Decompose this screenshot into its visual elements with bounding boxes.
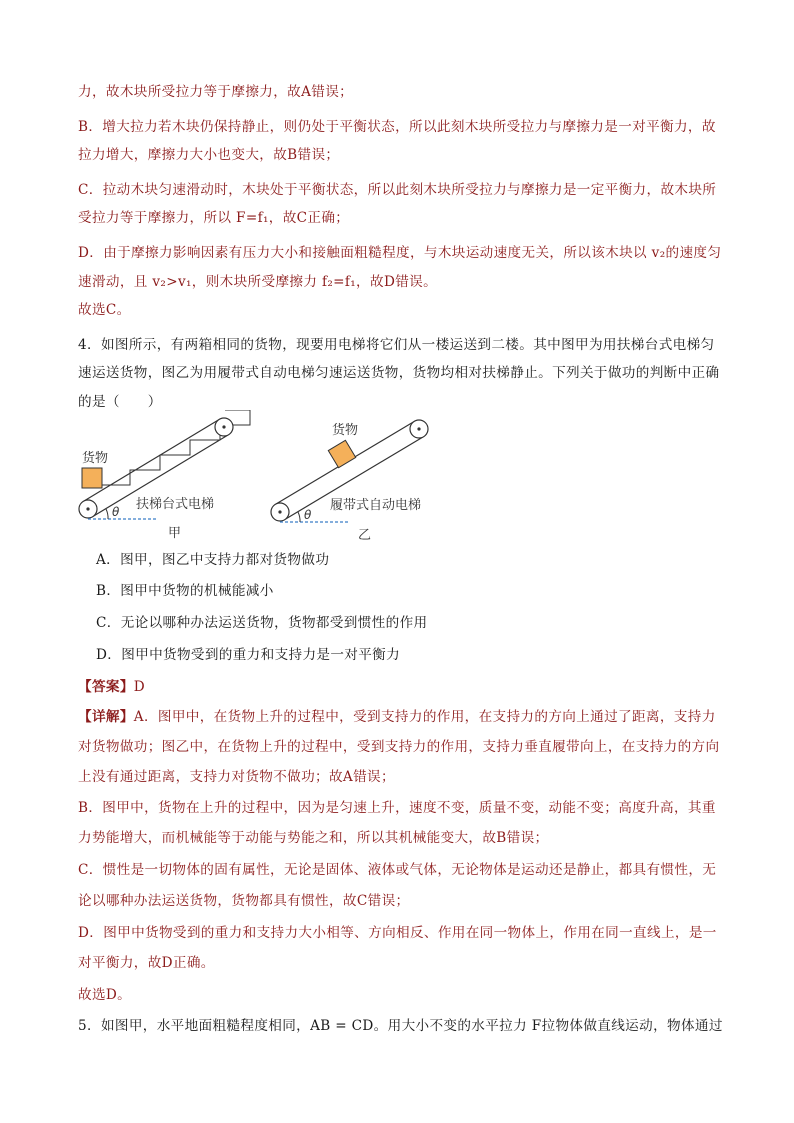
explanation-line bbox=[78, 707, 728, 727]
text-line: B．增大拉力若木块仍保持静止，则仍处于平衡状态，所以此刻木块所受拉力与摩擦力是一对平衡力，故 bbox=[78, 119, 716, 135]
explanation-line: 力势能增大，而机械能等于动能与势能之和，所以其机械能变大，故B错误； bbox=[78, 830, 549, 846]
option-a: A．图甲，图乙中支持力都对货物做功 bbox=[96, 552, 330, 568]
explanation-line: B．图甲中，货物在上升的过程中，因为是匀速上升，速度不变，质量不变，动能不变；高度升高，其重 bbox=[78, 800, 716, 816]
explanation-line: 故选D。 bbox=[78, 987, 132, 1003]
text-line: 力，故木块所受拉力等于摩擦力，故A错误； bbox=[78, 84, 354, 100]
cargo-box bbox=[82, 468, 102, 488]
cargo-label: 货物 bbox=[332, 423, 359, 438]
answer-value: D bbox=[133, 679, 146, 695]
option-d: D．图甲中货物受到的重力和支持力是一对平衡力 bbox=[96, 647, 401, 663]
question-line: 速运送货物，图乙为用履带式自动电梯匀速运送货物，货物均相对扶梯静止。下列关于做功的判断中正确 bbox=[78, 365, 720, 381]
question-line: 4．如图所示，有两箱相同的货物，现要用电梯将它们从一楼运送到二楼。其中图甲为用扶梯台式电梯匀 bbox=[78, 337, 715, 353]
text-line: 受拉力等于摩擦力，所以 F=f₁，故C正确； bbox=[78, 210, 350, 226]
answer-line bbox=[78, 677, 728, 697]
angle-arc bbox=[106, 509, 108, 519]
explanation-line: C．惯性是一切物体的固有属性，无论是固体、液体或气体，无论物体是运动还是静止，都具有惯性，无 bbox=[78, 862, 717, 878]
explanation-line: 对平衡力，故D正确。 bbox=[78, 955, 215, 971]
figure-jia bbox=[79, 410, 250, 541]
text-line: C．拉动木块匀速滑动时，木块处于平衡状态，所以此刻木块所受拉力与摩擦力是一定平衡力，故木块所 bbox=[78, 182, 717, 198]
explanation-text: A．图甲中，在货物上升的过程中，受到支持力的作用，在支持力的方向上通过了距离，支持力 bbox=[133, 709, 716, 725]
option-c: C．无论以哪种办法运送货物，货物都受到惯性的作用 bbox=[96, 615, 428, 631]
option-b: B．图甲中货物的机械能减小 bbox=[96, 583, 274, 599]
explanation-line: D．图甲中货物受到的重力和支持力大小相等、方向相反、作用在同一物体上，作用在同一直线上，是一 bbox=[78, 925, 717, 941]
angle-label: θ bbox=[112, 505, 120, 519]
explanation-line: 论以哪种办法运送货物，货物都具有惯性，故C错误； bbox=[78, 893, 410, 909]
cargo-label: 货物 bbox=[82, 451, 109, 466]
roller-center bbox=[278, 510, 281, 513]
explanation-tag: 【详解】 bbox=[78, 709, 134, 725]
cargo-box bbox=[328, 440, 355, 467]
explanation-line: 对货物做功；图乙中，在货物上升的过程中，受到支持力的作用，支持力垂直履带向上，在支持力的方向 bbox=[78, 739, 720, 755]
roller-center bbox=[222, 425, 225, 428]
answer-tag: 【答案】 bbox=[78, 679, 134, 695]
roller-center bbox=[417, 427, 420, 430]
text-line: 拉力增大，摩擦力大小也变大，故B错误； bbox=[78, 147, 340, 163]
angle-arc bbox=[298, 512, 300, 522]
roller-center bbox=[86, 507, 89, 510]
escalator-label: 扶梯台式电梯 bbox=[136, 497, 215, 512]
text-line: D．由于摩擦力影响因素有压力大小和接触面粗糙程度，与木块运动速度无关，所以该木块以 v₂的速度匀 bbox=[78, 245, 722, 261]
text-line: 速滑动，且 v₂>v₁，则木块所受摩擦力 f₂=f₁，故D错误。 bbox=[78, 274, 438, 290]
escalator-figure bbox=[70, 410, 470, 550]
next-question-line: 5．如图甲，水平地面粗糙程度相同，AB = CD。用大小不变的水平拉力 F拉物体做直线运动，物体通过 bbox=[78, 1018, 723, 1034]
figure-yi bbox=[271, 420, 428, 543]
question-line: 的是（ ） bbox=[78, 394, 162, 410]
escalator-label: 履带式自动电梯 bbox=[330, 498, 422, 513]
figure-caption: 甲 bbox=[168, 526, 182, 541]
angle-label: θ bbox=[304, 508, 312, 522]
figure-caption: 乙 bbox=[358, 528, 372, 543]
text-line: 故选C。 bbox=[78, 302, 131, 318]
explanation-line: 上没有通过距离，支持力对货物不做功；故A错误； bbox=[78, 769, 395, 785]
